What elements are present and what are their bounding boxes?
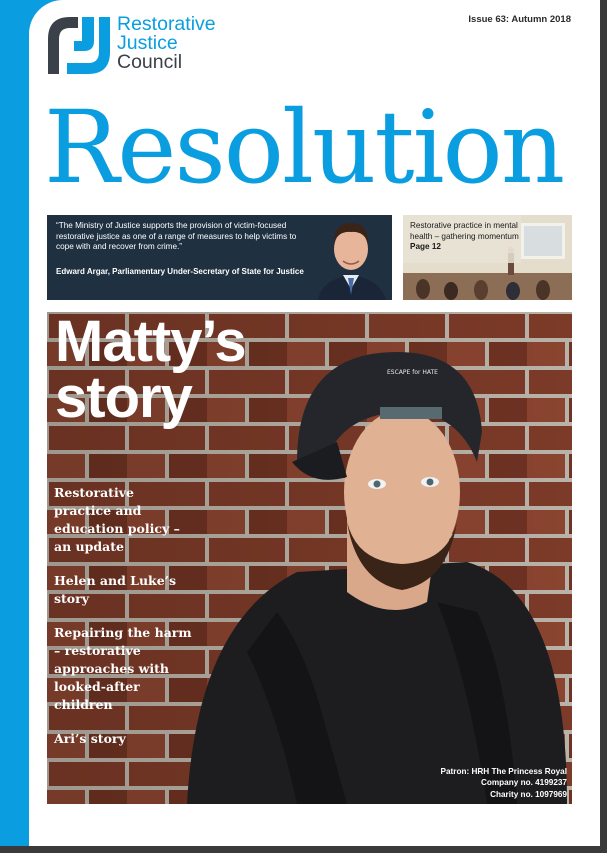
logo-wordmark xyxy=(117,15,216,72)
story-list xyxy=(54,484,194,764)
cap-text: ESCAPE for HATE xyxy=(387,369,438,376)
left-blue-stripe xyxy=(0,0,29,846)
rjc-logo-icon xyxy=(48,17,110,74)
quote-text: “The Ministry of Justice supports the provision of victim-focused restorative justice as one of a range of measures to help victims to cope with and recover from crime.” xyxy=(56,221,297,251)
story-item[interactable]: Ari’s story xyxy=(54,731,126,746)
story-item[interactable]: Helen and Luke’s story xyxy=(54,573,177,606)
cover-title-line-2: story xyxy=(55,365,192,430)
patron-info xyxy=(441,766,567,801)
logo-line-2: Justice xyxy=(117,32,178,54)
feature-teaser-headline: Restorative practice in mental health – gathering momentum xyxy=(410,221,519,241)
feature-teaser-text xyxy=(410,221,522,253)
logo-line-1: Restorative xyxy=(117,13,216,35)
issue-label: Issue 63: Autumn 2018 xyxy=(468,14,571,25)
story-item[interactable]: Repairing the harm – restorative approaches with looked-after children xyxy=(54,625,192,712)
charity-number: Charity no. 1097969 xyxy=(490,789,567,799)
cover-title-line-1: Matty’s xyxy=(55,312,246,374)
feature-teaser[interactable] xyxy=(403,215,572,300)
portrait-image xyxy=(310,215,392,300)
feature-teaser-page: Page 12 xyxy=(410,242,441,251)
story-item[interactable]: Restorative practice and education policy – an update xyxy=(54,485,180,554)
company-number: Company no. 4199237 xyxy=(480,778,567,787)
cover-title xyxy=(55,312,246,430)
logo-line-3: Council xyxy=(117,51,183,73)
quote-box[interactable] xyxy=(47,215,392,300)
masthead-title: Resolution xyxy=(44,89,564,206)
patron-line: Patron: HRH The Princess Royal xyxy=(440,766,567,776)
quote-attribution: Edward Argar, Parliamentary Under-Secretary of State for Justice xyxy=(56,267,304,276)
cover-photo xyxy=(47,312,572,804)
